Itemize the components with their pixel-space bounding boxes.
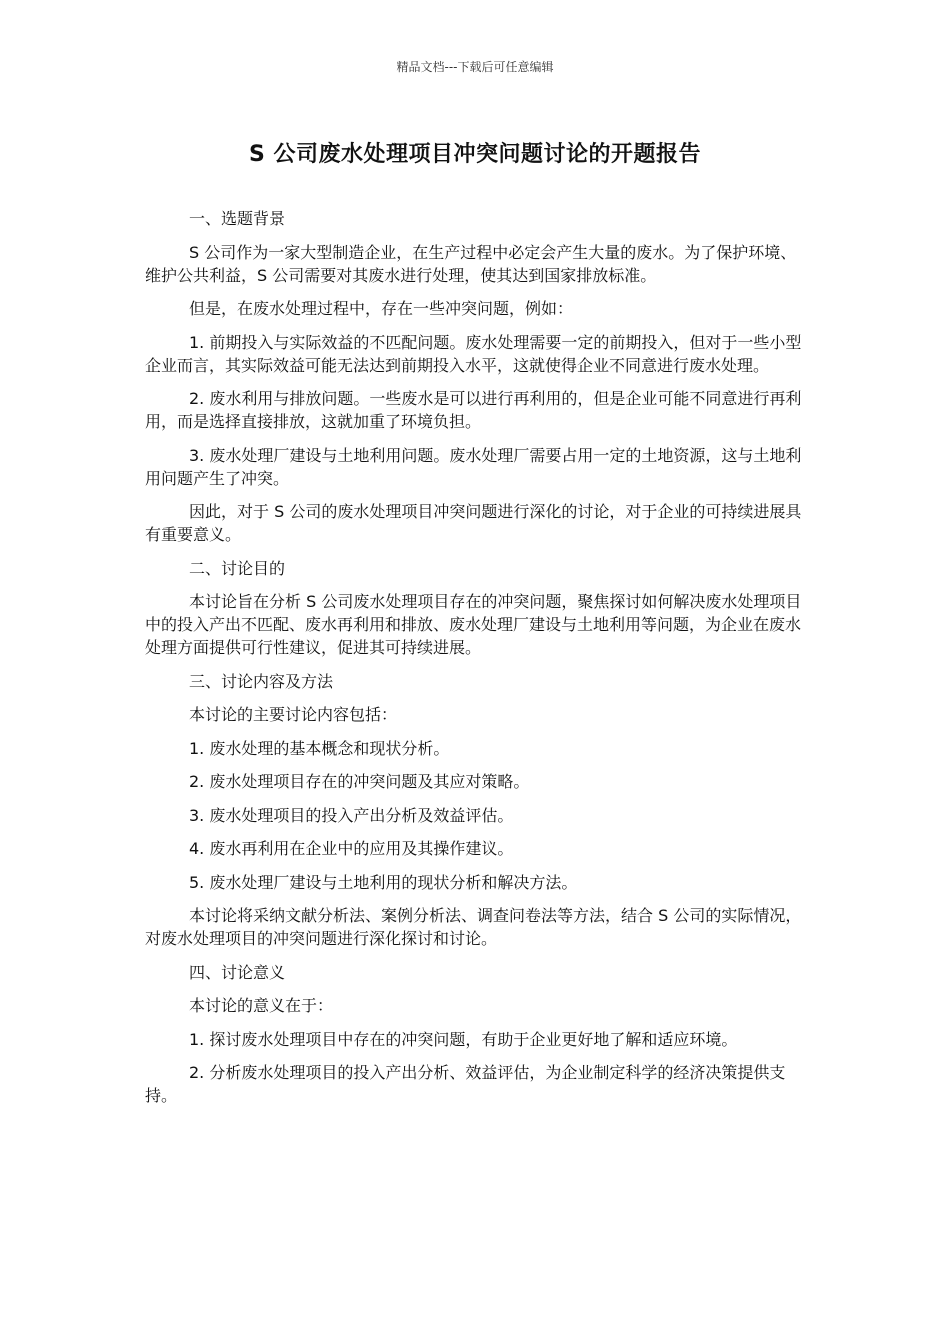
list-item: 2. 废水处理项目存在的冲突问题及其应对策略。 xyxy=(189,772,530,791)
section-heading-significance: 四、讨论意义 xyxy=(189,962,286,982)
list-item: 1. 前期投入与实际效益的不匹配问题。废水处理需要一定的前期投入，但对于一些小型企业而言，其实际效益可能无法达到前期投入水平，这就使得企业不同意进行废水处理。 xyxy=(145,332,802,375)
document-body xyxy=(145,207,805,1118)
list-item: 4. 废水再利用在企业中的应用及其操作建议。 xyxy=(189,839,514,858)
list-item: 2. 分析废水处理项目的投入产出分析、效益评估，为企业制定科学的经济决策提供支持。 xyxy=(145,1063,786,1105)
paragraph: 但是，在废水处理过程中，存在一些冲突问题，例如： xyxy=(189,299,574,318)
paragraph: 本讨论旨在分析 S 公司废水处理项目存在的冲突问题，聚焦探讨如何解决废水处理项目中的投入产出不匹配、废水再利用和排放、废水处理厂建设与土地利用等问题，为企业在废水处理方面提供可行性建议，促进其可持续进展。 xyxy=(145,592,802,657)
paragraph: 本讨论的意义在于： xyxy=(189,996,334,1015)
section-heading-background: 一、选题背景 xyxy=(189,209,286,228)
paragraph: 本讨论将采纳文献分析法、案例分析法、调查问卷法等方法，结合 S 公司的实际情况，对废水处理项目的冲突问题进行深化探讨和讨论。 xyxy=(145,906,802,948)
list-item: 2. 废水利用与排放问题。一些废水是可以进行再利用的，但是企业可能不同意进行再利用，而是选择直接排放，这就加重了环境负担。 xyxy=(145,389,802,431)
paragraph: S 公司作为一家大型制造企业，在生产过程中必定会产生大量的废水。为了保护环境、维护公共利益，S 公司需要对其废水进行处理，使其达到国家排放标准。 xyxy=(145,242,797,285)
list-item: 1. 废水处理的基本概念和现状分析。 xyxy=(189,738,450,758)
list-item: 1. 探讨废水处理项目中存在的冲突问题，有助于企业更好地了解和适应环境。 xyxy=(189,1029,738,1049)
section-heading-purpose: 二、讨论目的 xyxy=(189,558,286,578)
list-item: 3. 废水处理项目的投入产出分析及效益评估。 xyxy=(189,805,514,825)
header-note: 精品文档---下载后可任意编辑 xyxy=(396,60,554,74)
paragraph: 因此，对于 S 公司的废水处理项目冲突问题进行深化的讨论，对于企业的可持续进展具有重要意义。 xyxy=(145,502,802,544)
list-item: 5. 废水处理厂建设与土地利用的现状分析和解决方法。 xyxy=(189,872,578,892)
document-title: S 公司废水处理项目冲突问题讨论的开题报告 xyxy=(248,142,701,167)
list-item: 3. 废水处理厂建设与土地利用问题。废水处理厂需要占用一定的土地资源，这与土地利用问题产生了冲突。 xyxy=(145,445,802,488)
paragraph: 本讨论的主要讨论内容包括： xyxy=(189,705,398,724)
section-heading-content-methods: 三、讨论内容及方法 xyxy=(189,671,334,691)
